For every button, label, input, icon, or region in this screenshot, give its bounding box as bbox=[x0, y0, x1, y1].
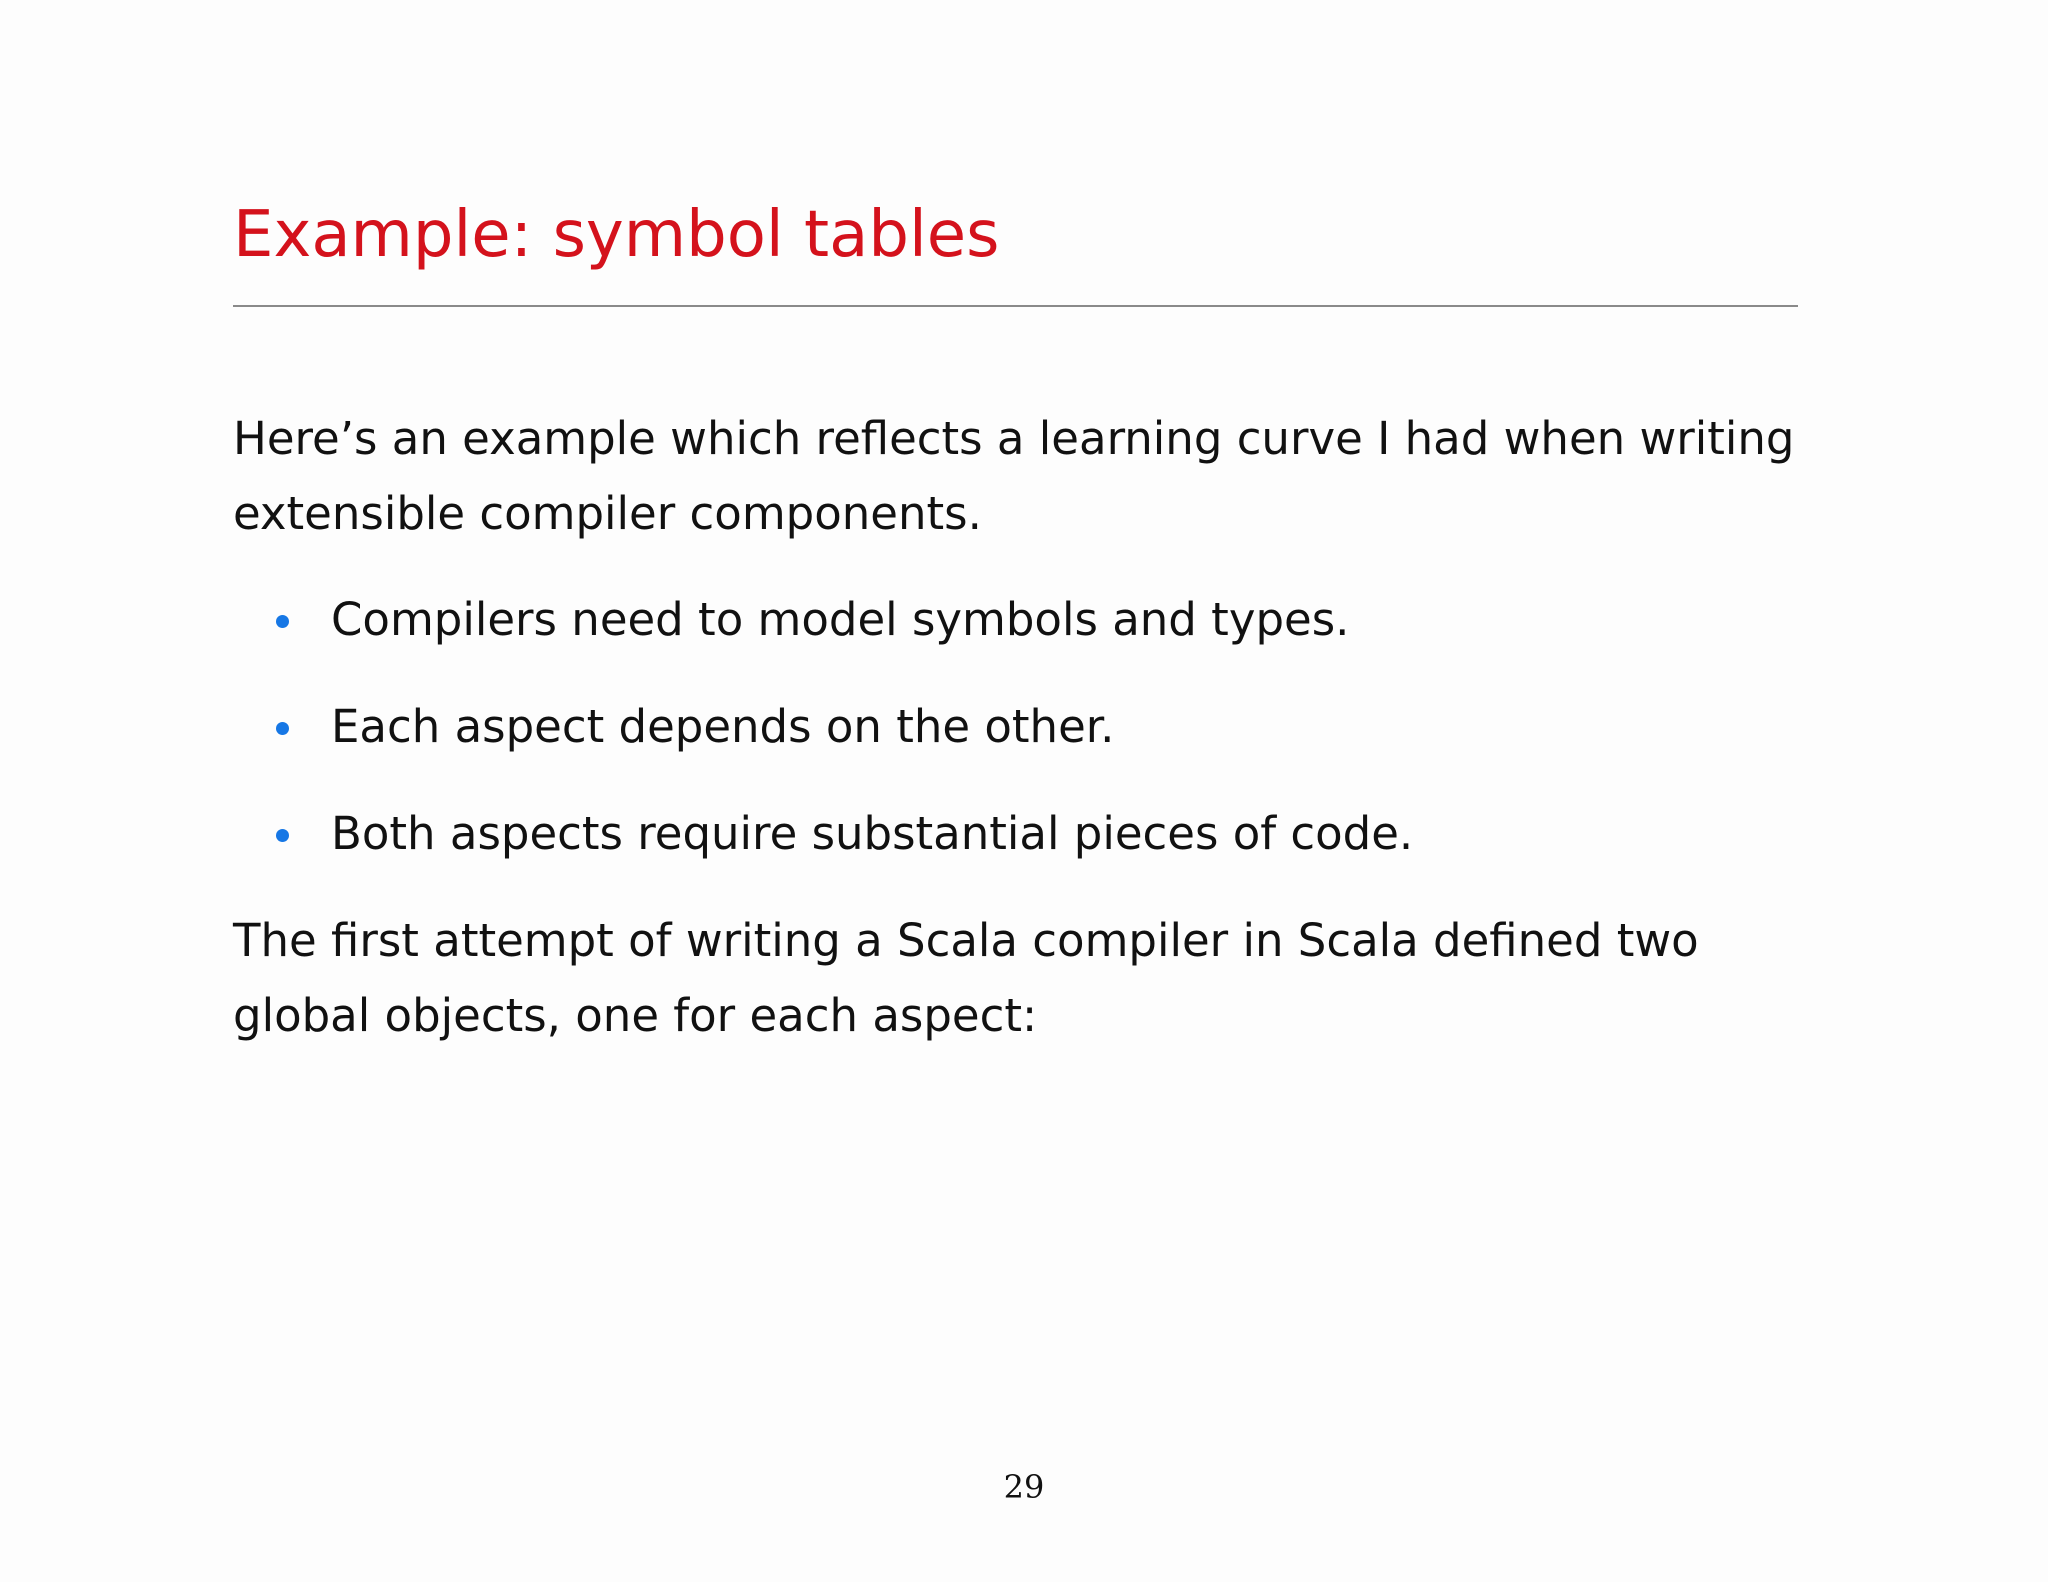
closing-line-1: The first attempt of writing a Scala compiler in Scala defined two bbox=[233, 914, 1699, 967]
title-divider bbox=[233, 305, 1798, 307]
bullet-text: Each aspect depends on the other. bbox=[331, 700, 1115, 753]
intro-line-1: Here’s an example which reflects a learning curve I had when writing bbox=[233, 412, 1795, 465]
page-number: 29 bbox=[1003, 1468, 1045, 1506]
bullet-text: Both aspects require substantial pieces of code. bbox=[331, 807, 1414, 860]
bullet-dot-icon bbox=[276, 722, 289, 735]
slide-title: Example: symbol tables bbox=[233, 198, 1000, 272]
closing-paragraph bbox=[233, 903, 1699, 1053]
intro-paragraph bbox=[233, 401, 1795, 551]
bullet-dot-icon bbox=[276, 829, 289, 842]
bullet-text: Compilers need to model symbols and types. bbox=[331, 593, 1350, 646]
intro-line-2: extensible compiler components. bbox=[233, 487, 982, 540]
closing-line-2: global objects, one for each aspect: bbox=[233, 989, 1038, 1042]
bullet-dot-icon bbox=[276, 615, 289, 628]
